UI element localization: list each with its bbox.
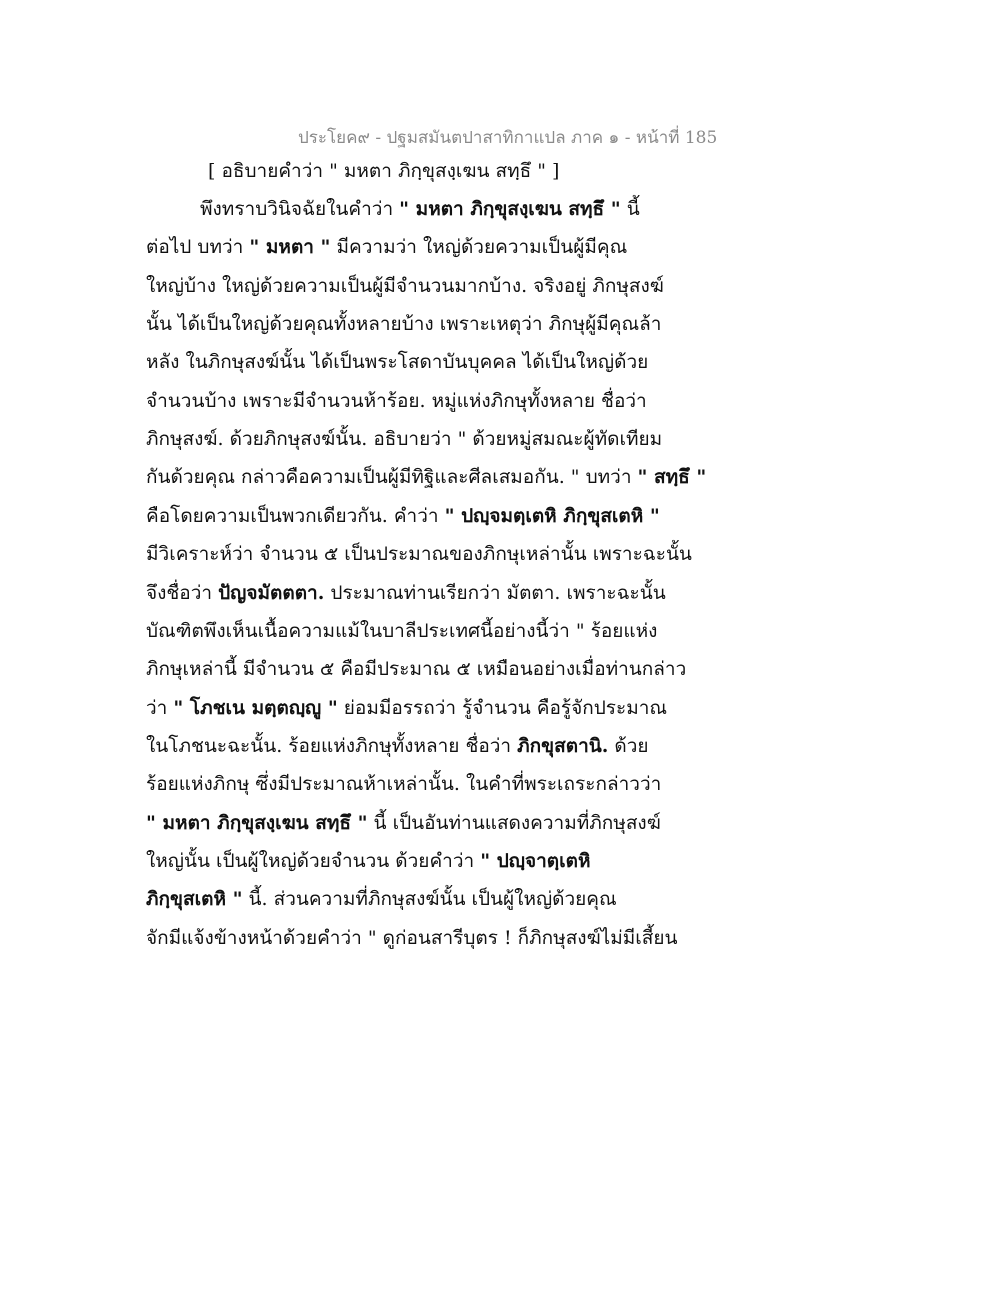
text-run: ด้วย	[608, 735, 649, 757]
text-run: นี้. ส่วนความที่ภิกษุสงฆ์นั้น เป็นผู้ใหญ่ด้วยคุณ	[242, 888, 617, 910]
bold-term: " มหตา ภิกฺขุสงฺเฆน สทฺธึ "	[399, 198, 621, 220]
text-line	[146, 545, 692, 564]
text-run: หลัง ในภิกษุสงฆ์นั้น ได้เป็นพระโสดาบันบุคคล ได้เป็นใหญ่ด้วย	[146, 351, 649, 373]
text-line	[146, 468, 706, 487]
text-line	[146, 277, 664, 296]
text-line	[146, 775, 661, 794]
text-run: จำนวนบ้าง เพราะมีจำนวนห้าร้อย. หมู่แห่งภิกษุทั้งหลาย ชื่อว่า	[146, 390, 647, 412]
text-line	[146, 507, 660, 526]
text-line	[146, 353, 648, 372]
bold-term: ปัญจมัตตตา.	[218, 582, 325, 604]
text-line	[146, 890, 617, 909]
text-run: จึงชื่อว่า	[146, 582, 219, 604]
bold-term: " ปญฺจมตฺเตหิ ภิกฺขุสเตหิ "	[444, 505, 660, 527]
text-run: คือโดยความเป็นพวกเดียวกัน. คำว่า	[146, 505, 445, 527]
text-line	[146, 315, 661, 334]
text-run: บัณฑิตพึงเห็นเนื้อความแม้ในบาลีประเทศนี้อย่างนี้ว่า " ร้อยแห่ง	[146, 620, 658, 642]
bold-term: " ปญฺจาตฺเตหิ	[480, 850, 591, 872]
text-run: มีความว่า ใหญ่ด้วยความเป็นผู้มีคุณ	[330, 236, 628, 258]
bold-term: " มหตา ภิกฺขุสงฺเฆน สทฺธึ "	[146, 812, 368, 834]
text-line	[146, 622, 657, 641]
bold-term: ภิกขุสตานิ.	[517, 735, 609, 757]
text-line	[146, 929, 678, 948]
text-run: มีวิเคราะห์ว่า จำนวน ๕ เป็นประมาณของภิกษุเหล่านั้น เพราะฉะนั้น	[146, 543, 692, 565]
text-run: ในโภชนะฉะนั้น. ร้อยแห่งภิกษุทั้งหลาย ชื่อว่า	[146, 735, 518, 757]
text-line	[200, 200, 640, 219]
text-line	[146, 238, 627, 257]
text-line	[146, 737, 649, 756]
text-run: นั้น ได้เป็นใหญ่ด้วยคุณทั้งหลายบ้าง เพราะเหตุว่า ภิกษุผู้มีคุณล้า	[146, 313, 662, 335]
text-run: ต่อไป บทว่า	[146, 236, 250, 258]
bold-term: " สทฺธึ "	[637, 466, 707, 488]
text-line	[146, 584, 666, 603]
text-run: นี้	[620, 198, 640, 220]
text-run: จักมีแจ้งข้างหน้าด้วยคำว่า " ดูก่อนสารีบุตร ! ก็ภิกษุสงฆ์ไม่มีเสี้ยน	[146, 927, 678, 949]
section-heading: [ อธิบายคำว่า " มหตา ภิกฺขุสงฺเฆน สทฺธึ " ]	[208, 160, 560, 182]
text-run: นี้ เป็นอันท่านแสดงความที่ภิกษุสงฆ์	[367, 812, 661, 834]
text-run: ประมาณท่านเรียกว่า มัตตา. เพราะฉะนั้น	[324, 582, 666, 604]
bold-term: " โภชเน มตฺตญฺญู "	[173, 697, 338, 719]
text-run: ภิกษุสงฆ์. ด้วยภิกษุสงฆ์นั้น. อธิบายว่า " ด้วยหมู่สมณะผู้ทัดเทียม	[146, 428, 663, 450]
text-run: ใหญ่บ้าง ใหญ่ด้วยความเป็นผู้มีจำนวนมากบ้าง. จริงอยู่ ภิกษุสงฆ์	[146, 275, 664, 297]
text-line	[146, 430, 662, 449]
text-line	[146, 660, 686, 679]
text-run: ย่อมมีอรรถว่า รู้จำนวน คือรู้จักประมาณ	[337, 697, 668, 719]
text-run: ว่า	[146, 697, 174, 719]
bold-term: ภิกฺขุสเตหิ "	[146, 888, 243, 910]
text-run: ใหญ่นั้น เป็นผู้ใหญ่ด้วยจำนวน ด้วยคำว่า	[146, 850, 481, 872]
running-header: ประโยค๙ - ปฐมสมันตปาสาทิกาแปล ภาค ๑ - หน้าที่ 185	[298, 128, 718, 148]
text-line	[146, 699, 667, 718]
text-line	[146, 814, 661, 833]
bold-term: " มหตา "	[249, 236, 331, 258]
text-line	[146, 392, 647, 411]
text-run: พึงทราบวินิจฉัยในคำว่า	[200, 198, 400, 220]
text-line	[146, 852, 590, 871]
text-run: กันด้วยคุณ กล่าวคือความเป็นผู้มีทิฐิและศีลเสมอกัน. " บทว่า	[146, 466, 638, 488]
text-run: ร้อยแห่งภิกษุ ซึ่งมีประมาณห้าเหล่านั้น. ในคำที่พระเถระกล่าวว่า	[146, 773, 662, 795]
text-run: ภิกษุเหล่านี้ มีจำนวน ๕ คือมีประมาณ ๕ เหมือนอย่างเมื่อท่านกล่าว	[146, 658, 687, 680]
